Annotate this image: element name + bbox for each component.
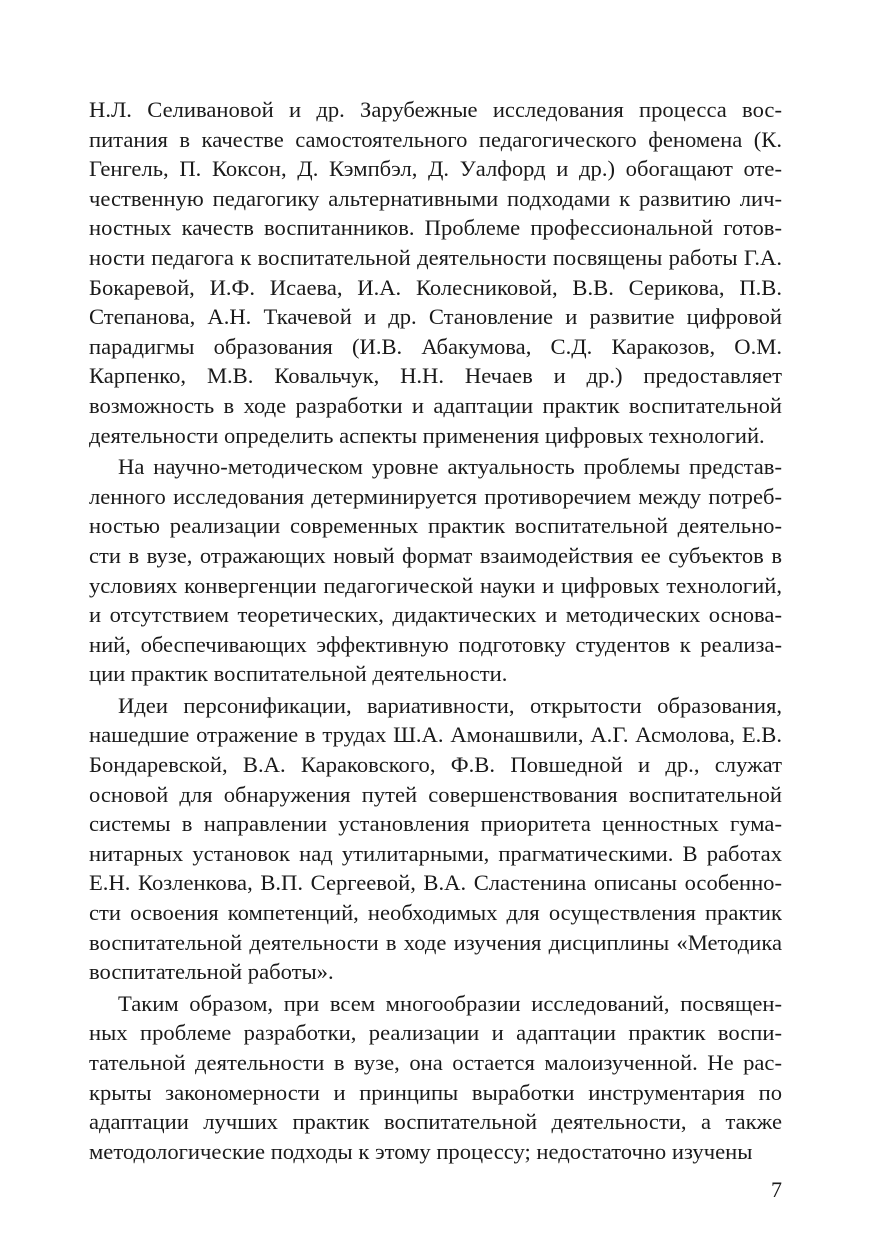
paragraph-4: Таким образом, при всем многообразии исследований, посвященных проблеме разработки, реализации и адаптации практик воспитательной деятельности в вузе, она остается малоизученной. Не раскрыты закономерности и принципы выработки инструментария по адаптации лучших практик воспитательной деятельности, а также методологические подходы к этому процессу; недостаточно изучены [89,990,782,1164]
paragraph-1: Н.Л. Селивановой и др. Зарубежные исследования процесса воспитания в качестве самостоятельного педагогического феномена (К. Генгель, П. Коксон, Д. Кэмпбэл, Д. Уалфорд и др.) обогащают отечественную педагогику альтернативными подходами к развитию личностных качеств воспитанников. Проблеме профессиональной готовности педагога к воспитательной деятельности посвящены работы Г.А. Бокаревой, И.Ф. Исаева, И.А. Колесниковой, В.В. Серикова, П.В. Степанова, А.Н. Ткачевой и др. Становление и развитие цифровой парадигмы образования (И.В. Абакумова, С.Д. Каракозов, О.М. Карпенко, М.В. Ковальчук, Н.Н. Нечаев и др.) предоставляет возможность в ходе разработки и адаптации практик воспитательной деятельности определить аспекты применения цифровых технологий. [89,97,782,448]
page-number: 7 [771,1177,782,1202]
paragraph-2: На научно-методическом уровне актуальность проблемы представленного исследования детерминируется противоречием между потребностью реализации современных практик воспитательной деятельности в вузе, отражающих новый формат взаимодействия ее субъектов в условиях конвергенции педагогической науки и цифровых технологий, и отсутствием теоретических, дидактических и методических оснований, обеспечивающих эффективную подготовку студентов к реализации практик воспитательной деятельности. [89,454,782,687]
paragraph-3: Идеи персонификации, вариативности, открытости образования, нашедшие отражение в трудах Ш.А. Амонашвили, А.Г. Асмолова, Е.В. Бондаревской, В.А. Караковского, Ф.В. Повшедной и др., служат основой для обнаружения путей совершенствования воспитательной системы в направлении установления приоритета ценностных гуманитарных установок над утилитарными, прагматическими. В работах Е.Н. Козленкова, В.П. Сергеевой, В.А. Сластенина описаны особенности освоения компетенций, необходимых для осуществления практик воспитательной деятельности в ходе изучения дисциплины «Методика воспитательной работы». [89,692,782,985]
page-body [89,95,782,1166]
